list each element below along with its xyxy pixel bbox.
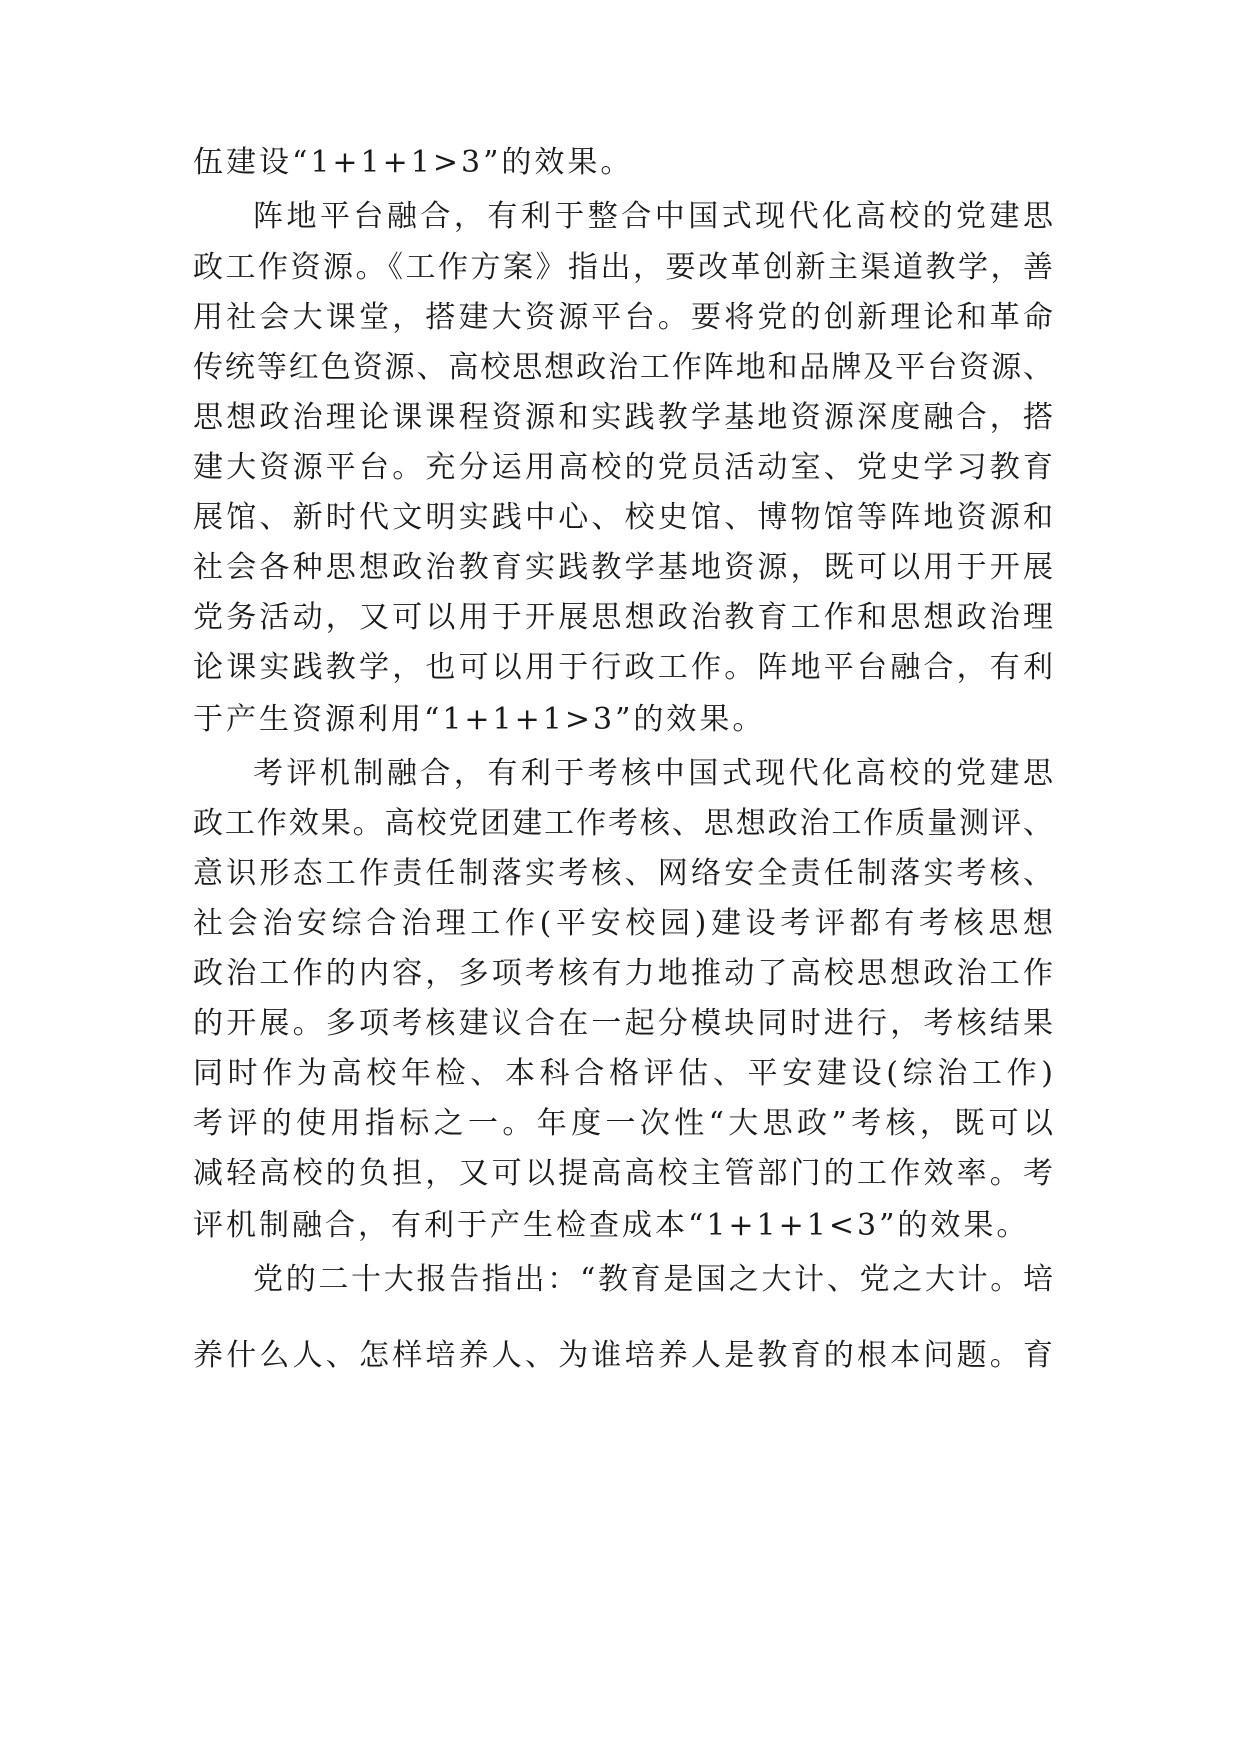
paragraph-first-line: 党的二十大报告指出：“教育是国之大计、党之大计。培 bbox=[253, 1262, 1053, 1297]
text-line: 展馆、新时代文明实践中心、校史馆、博物馆等阵地资源和 bbox=[193, 500, 1053, 535]
text-line: 评机制融合，有利于产生检查成本“1+1+1<3”的效果。 bbox=[193, 1208, 1030, 1243]
text-line: 思想政治理论课课程资源和实践教学基地资源深度融合，搭 bbox=[193, 400, 1053, 435]
text-line: 于产生资源利用“1+1+1>3”的效果。 bbox=[193, 702, 766, 737]
text-line: 同时作为高校年检、本科合格评估、平安建设(综治工作) bbox=[193, 1056, 1053, 1091]
text-line: 的开展。多项考核建议合在一起分模块同时进行，考核结果 bbox=[193, 1006, 1053, 1041]
text-line: 意识形态工作责任制落实考核、网络安全责任制落实考核、 bbox=[193, 856, 1053, 891]
text-line: 伍建设“1+1+1>3”的效果。 bbox=[193, 145, 634, 180]
text-line: 政工作资源。《工作方案》指出，要改革创新主渠道教学，善 bbox=[193, 250, 1053, 285]
text-line: 党务活动，又可以用于开展思想政治教育工作和思想政治理 bbox=[193, 600, 1053, 635]
paragraph-first-line: 考评机制融合，有利于考核中国式现代化高校的党建思 bbox=[253, 756, 1053, 791]
text-line: 传统等红色资源、高校思想政治工作阵地和品牌及平台资源、 bbox=[193, 350, 1053, 385]
text-line: 社会治安综合治理工作(平安校园)建设考评都有考核思想 bbox=[193, 906, 1053, 941]
text-line: 养什么人、怎样培养人、为谁培养人是教育的根本问题。育 bbox=[193, 1338, 1053, 1373]
paragraph-first-line: 阵地平台融合，有利于整合中国式现代化高校的党建思 bbox=[253, 199, 1053, 234]
text-line: 政工作效果。高校党团建工作考核、思想政治工作质量测评、 bbox=[193, 806, 1053, 841]
text-line: 用社会大课堂，搭建大资源平台。要将党的创新理论和革命 bbox=[193, 300, 1053, 335]
text-line: 政治工作的内容，多项考核有力地推动了高校思想政治工作 bbox=[193, 956, 1053, 991]
text-line: 论课实践教学，也可以用于行政工作。阵地平台融合，有利 bbox=[193, 650, 1053, 685]
text-line: 减轻高校的负担，又可以提高高校主管部门的工作效率。考 bbox=[193, 1156, 1053, 1191]
text-line: 建大资源平台。充分运用高校的党员活动室、党史学习教育 bbox=[193, 450, 1053, 485]
text-line: 社会各种思想政治教育实践教学基地资源，既可以用于开展 bbox=[193, 550, 1053, 585]
text-line: 考评的使用指标之一。年度一次性“大思政”考核，既可以 bbox=[193, 1106, 1053, 1141]
